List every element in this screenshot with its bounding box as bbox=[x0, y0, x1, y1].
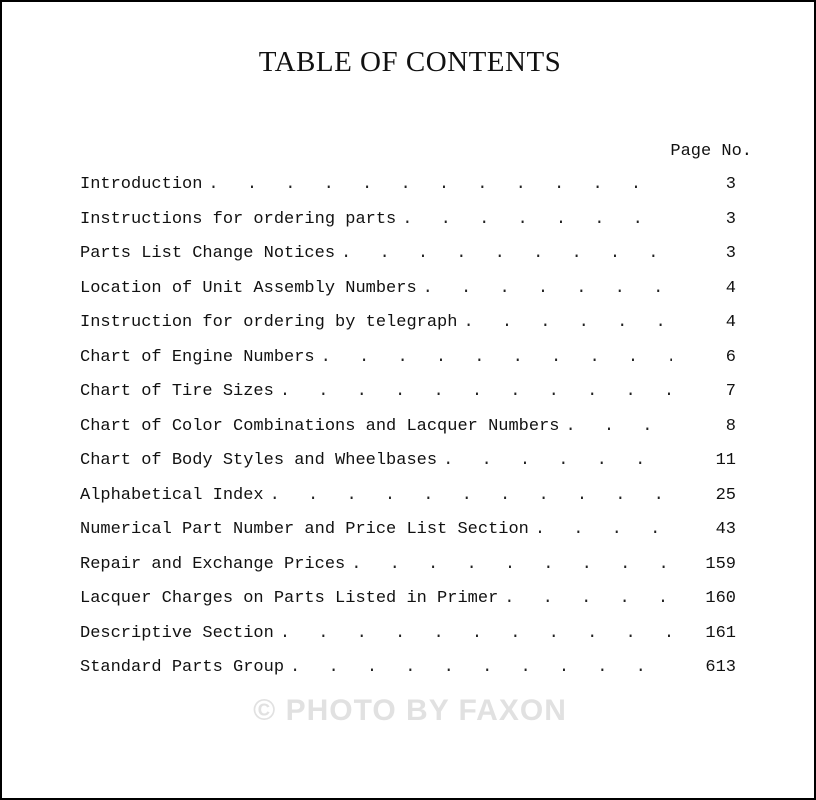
toc-entry bbox=[80, 624, 736, 659]
toc-entry bbox=[80, 486, 736, 521]
toc-entry-label: Standard Parts Group bbox=[80, 658, 285, 677]
dot-leader bbox=[351, 555, 672, 574]
toc-entry-page: 8 bbox=[725, 416, 736, 436]
page-number-header: Page No. bbox=[670, 142, 752, 161]
toc-entry bbox=[80, 520, 736, 555]
toc-entry-page: 6 bbox=[725, 347, 736, 367]
toc-entry bbox=[80, 244, 736, 279]
toc-entry-label: Chart of Body Styles and Wheelbases bbox=[80, 451, 438, 470]
dot-leader bbox=[321, 348, 672, 367]
toc-entry-label: Lacquer Charges on Parts Listed in Primer bbox=[80, 589, 499, 608]
dot-leader bbox=[535, 520, 672, 539]
toc-entry-page: 161 bbox=[705, 623, 736, 643]
toc-entry-label: Repair and Exchange Prices bbox=[80, 554, 346, 574]
dot-leader bbox=[341, 244, 672, 263]
toc-entry-label: Chart of Tire Sizes bbox=[80, 382, 274, 401]
dot-leader bbox=[504, 589, 672, 608]
toc-entry bbox=[80, 658, 736, 693]
toc-entry-label: Chart of Engine Numbers bbox=[80, 347, 315, 367]
toc-entry bbox=[80, 382, 736, 417]
dot-leader bbox=[402, 210, 672, 229]
toc-entry-page: 613 bbox=[705, 658, 736, 677]
toc-entry-label: Instructions for ordering parts bbox=[80, 209, 397, 229]
dot-leader bbox=[423, 279, 672, 298]
toc-entry-label: Numerical Part Number and Price List Section bbox=[80, 520, 529, 539]
toc-entry-page: 3 bbox=[725, 209, 736, 229]
toc-entry-page: 7 bbox=[725, 382, 736, 401]
toc-entry-label: Instruction for ordering by telegraph bbox=[80, 313, 458, 332]
page-title: TABLE OF CONTENTS bbox=[258, 46, 562, 78]
toc-entry bbox=[80, 210, 736, 245]
toc-entry-label: Chart of Color Combinations and Lacquer Numbers bbox=[80, 416, 560, 436]
toc-entry-page: 4 bbox=[725, 313, 736, 332]
toc-entry bbox=[80, 589, 736, 624]
toc-entry-page: 25 bbox=[715, 485, 736, 505]
dot-leader bbox=[280, 624, 672, 643]
toc-entry bbox=[80, 313, 736, 348]
table-of-contents bbox=[80, 175, 736, 693]
dot-leader bbox=[443, 451, 672, 470]
toc-entry-label: Parts List Change Notices bbox=[80, 244, 336, 263]
toc-entry-label: Introduction bbox=[80, 175, 203, 194]
dot-leader bbox=[463, 313, 672, 332]
toc-entry bbox=[80, 348, 736, 383]
toc-entry bbox=[80, 417, 736, 452]
dot-leader bbox=[565, 417, 672, 436]
toc-entry-page: 159 bbox=[705, 554, 736, 574]
dot-leader bbox=[270, 486, 672, 505]
toc-entry-page: 3 bbox=[725, 244, 736, 263]
toc-entry-page: 11 bbox=[715, 451, 736, 470]
toc-entry-page: 3 bbox=[725, 175, 736, 194]
toc-entry-page: 160 bbox=[705, 589, 736, 608]
dot-leader bbox=[290, 658, 672, 677]
toc-entry-label: Location of Unit Assembly Numbers bbox=[80, 278, 417, 298]
toc-entry bbox=[80, 279, 736, 314]
toc-entry-page: 4 bbox=[725, 278, 736, 298]
toc-entry bbox=[80, 175, 736, 210]
toc-entry bbox=[80, 451, 736, 486]
toc-entry-label: Descriptive Section bbox=[80, 623, 274, 643]
dot-leader bbox=[208, 175, 672, 194]
toc-entry-page: 43 bbox=[715, 520, 736, 539]
dot-leader bbox=[280, 382, 672, 401]
toc-entry bbox=[80, 555, 736, 590]
toc-entry-label: Alphabetical Index bbox=[80, 485, 264, 505]
watermark: © PHOTO BY FAXON bbox=[253, 694, 567, 727]
